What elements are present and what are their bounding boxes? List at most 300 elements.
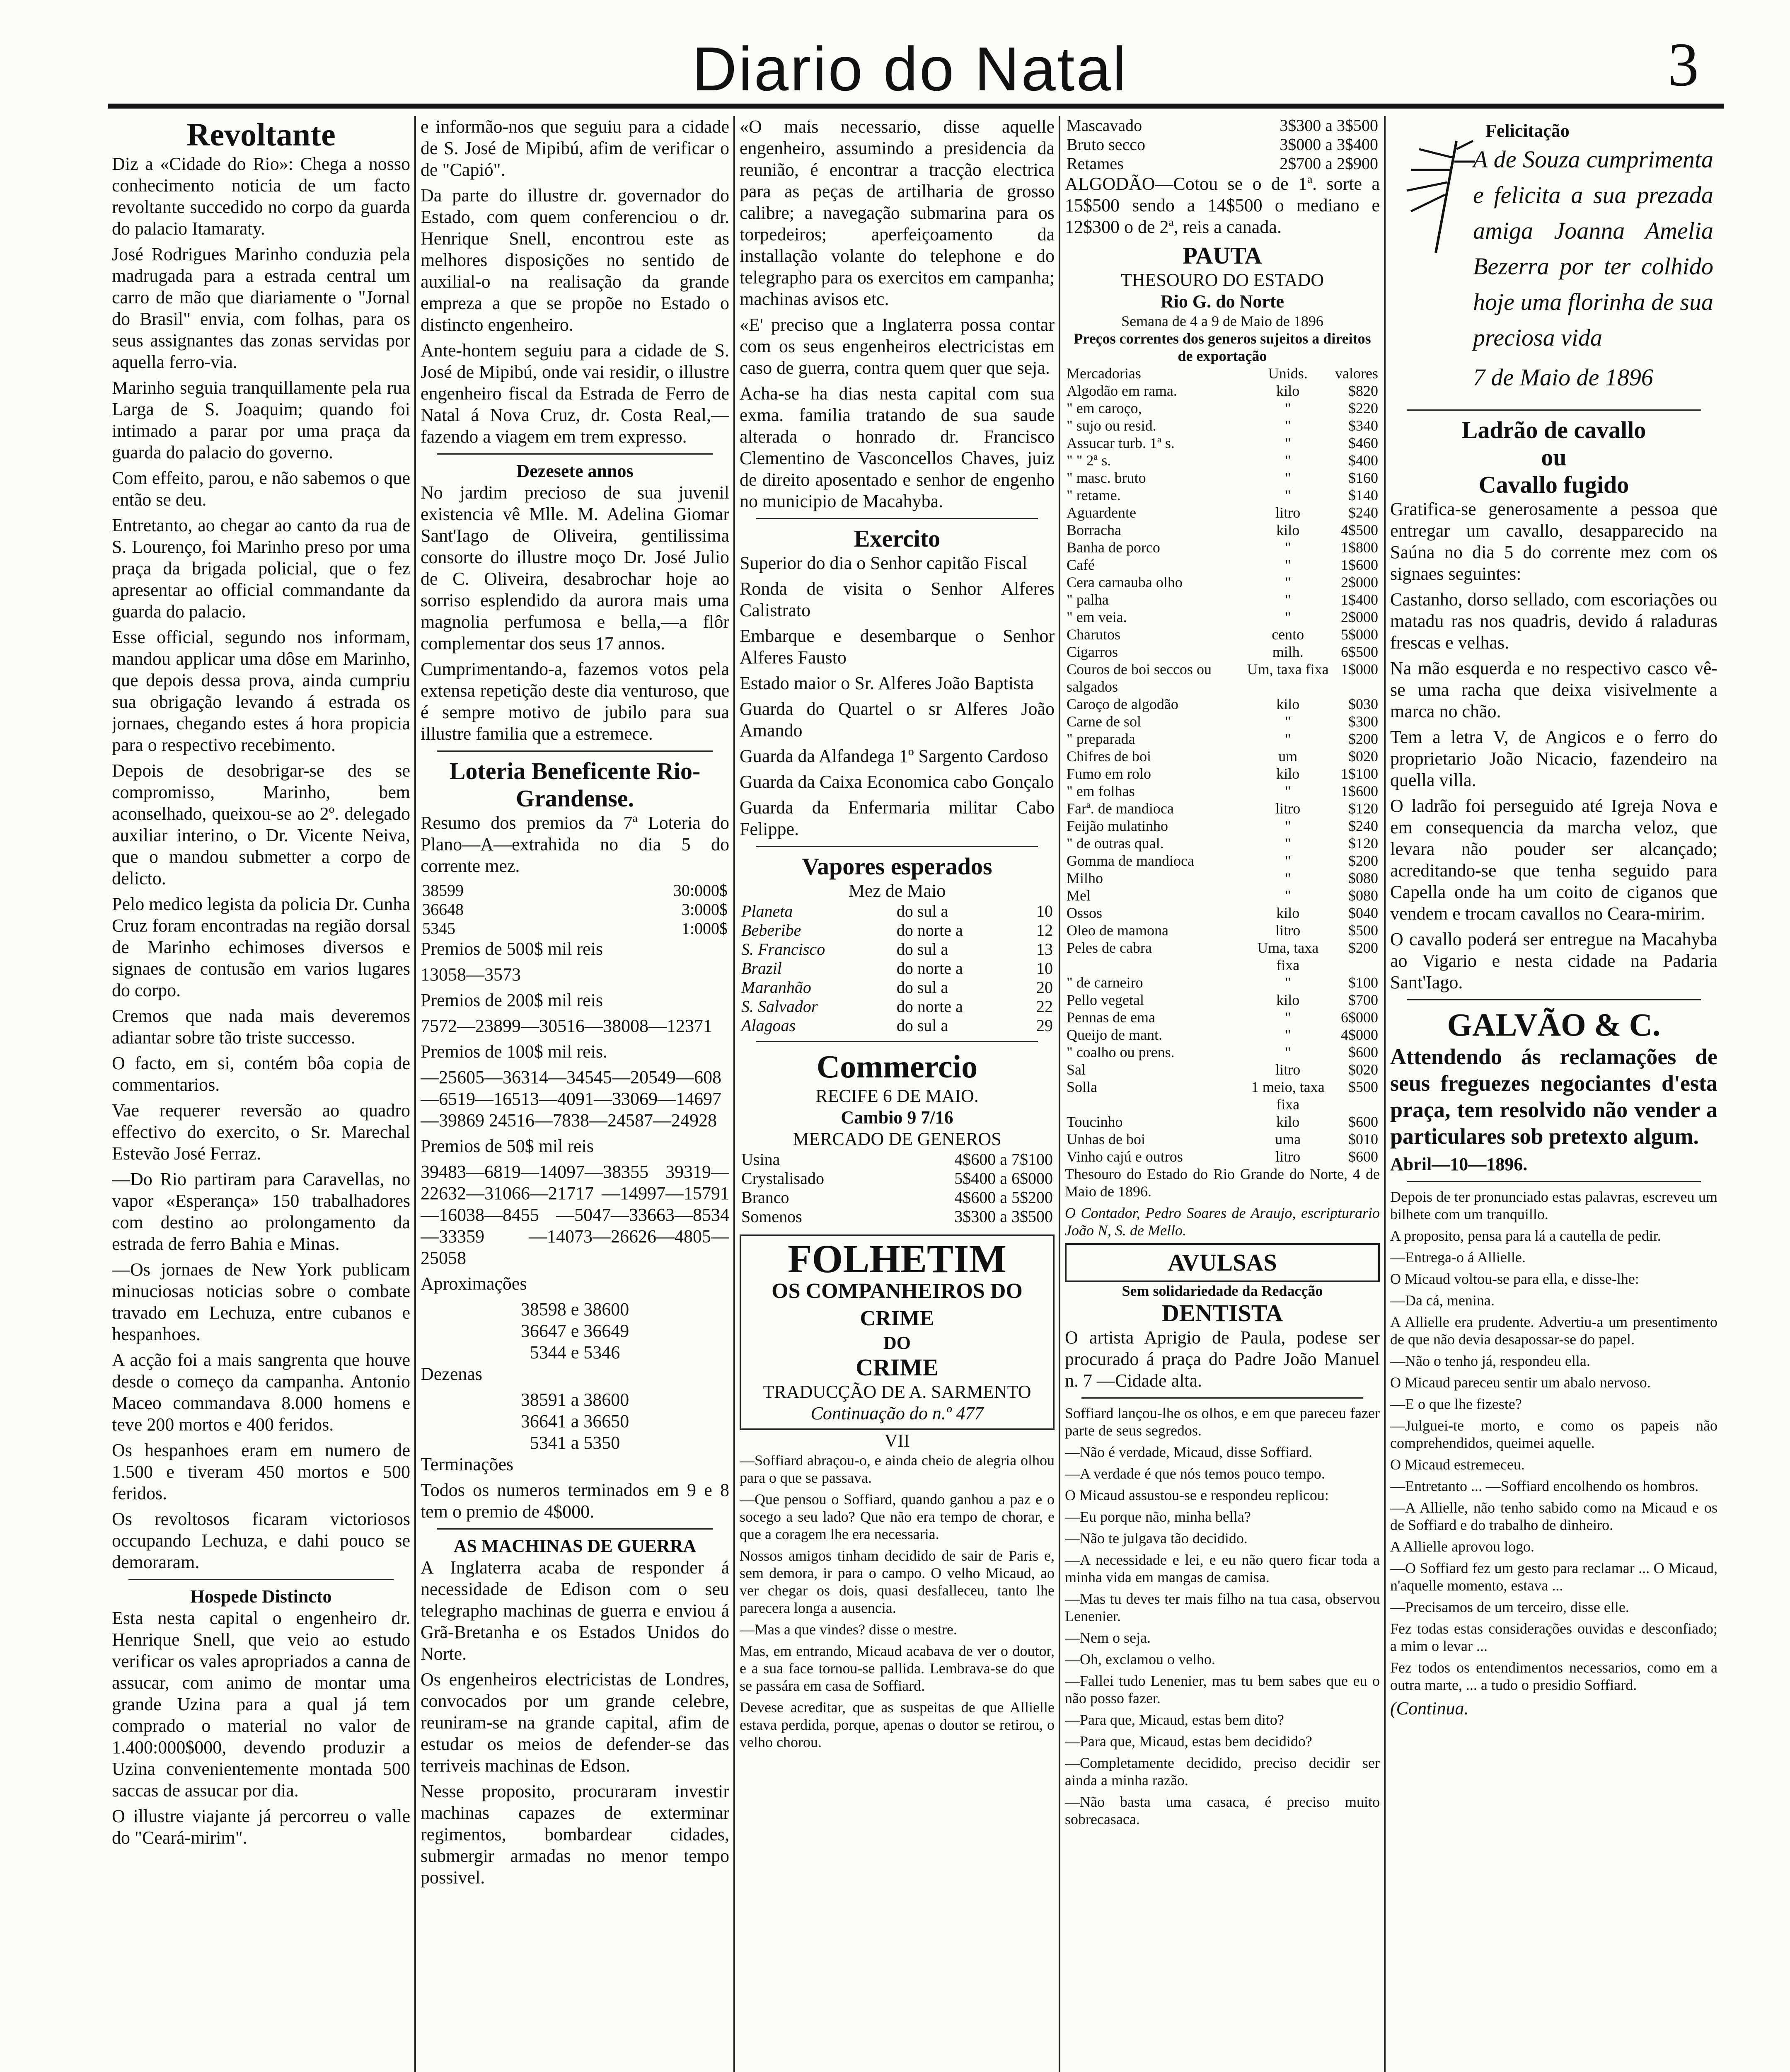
paragraph: —Do Rio partiram para Caravellas, no vapor «Esperança» 150 trabalhadores com destino ao prolongamento da estrada de ferro Bahia e Minas. — [112, 1169, 410, 1254]
paragraph: Guarda da Caixa Economica cabo Gonçalo — [740, 772, 1054, 792]
paragraph: Entretanto, ao chegar ao canto da rua de S. Lourenço, foi Marinho preso por uma praça da brigada policial, que o fez apresentar ao official commandante da guarda do palacio. — [112, 515, 410, 622]
table-row — [1065, 574, 1380, 591]
table-cell: $010 — [1348, 1131, 1378, 1147]
table-cell: 22 — [1036, 997, 1053, 1016]
column-5 — [1390, 116, 1717, 2072]
table-cell: $300 — [1348, 713, 1378, 730]
loteria-intro: Resumo dos premios da 7ª Loteria do Plano—A—extrahida no dia 5 do corrente mez. — [421, 813, 729, 876]
table-cell: " — [1284, 557, 1291, 573]
table-row — [421, 919, 729, 938]
paragraph: e informão-nos que seguiu para a cidade de S. José de Mipibú, afim de verificar o de "Capió". — [421, 116, 729, 180]
premios-100-list: —25605—36314—34545—20549—608—6519—16513—4091—33069—14697—39869 24516—7838—24587—24928 — [421, 1067, 721, 1130]
folhetim-continuacao: Continuação do n.º 477 — [810, 1403, 984, 1423]
table-cell: $020 — [1348, 748, 1378, 765]
table-row — [1065, 504, 1380, 521]
paragraph: Estado maior o Sr. Alferes João Baptista — [740, 673, 1034, 693]
divider — [756, 518, 1038, 519]
paragraph: Os engenheiros electricistas de Londres, convocados por um grande celebre, reuniram-se na grande capital, afim de estudar os meios de defender-se das terriveis machinas de Edson. — [421, 1669, 729, 1776]
paragraph: —Mas a que vindes? disse o mestre. — [740, 1621, 957, 1638]
column-divider — [1384, 116, 1386, 2072]
table-row — [1065, 382, 1380, 399]
table-header-cell: valores — [1335, 365, 1378, 382]
table-cell: 29 — [1036, 1016, 1053, 1035]
aproximacoes-label: Aproximações — [421, 1273, 527, 1294]
paragraph: 7 de Maio de 1896 — [1473, 364, 1653, 391]
table-cell: 38599 — [422, 881, 464, 900]
table-cell: " em caroço, — [1067, 400, 1142, 416]
table-cell: 36648 — [422, 900, 464, 919]
table-row — [1065, 643, 1380, 661]
divider — [756, 846, 1038, 847]
column-1 — [112, 116, 410, 2072]
table-row — [1065, 869, 1380, 887]
table-row — [1065, 748, 1380, 765]
paragraph: Castanho, dorso sellado, com escoriações ou matadu ras nos quadris, devido á raladuras frescas e velhas. — [1390, 589, 1717, 653]
paragraph: A Inglaterra acaba de responder á necessidade de Edison com o seu telegrapho machinas de guerra e enviou á Grã-Bretanha e os Estados Unidos do Norte. — [421, 1557, 729, 1664]
paragraph: —Que pensou o Soffiard, quando ganhou a paz e o socego a seu lado? Que não era tempo de chorar, e que a coragem lhe era necessaria. — [740, 1491, 1055, 1542]
paragraph: Guarda da Enfermaria militar Cabo Felippe. — [740, 797, 1055, 839]
top-rule — [108, 104, 1724, 109]
table-cell: Milho — [1067, 870, 1103, 886]
terminacoes-label: Terminações — [421, 1454, 514, 1474]
table-cell: " — [1284, 487, 1291, 503]
table-row — [1065, 1009, 1380, 1026]
paragraph: —Para que, Micaud, estas bem decidido? — [1065, 1733, 1312, 1750]
cambio: Cambio 9 7/16 — [841, 1107, 953, 1128]
folhetim-text-col3 — [740, 1452, 1055, 1751]
table-cell: " — [1284, 1026, 1291, 1043]
table-cell: $600 — [1348, 1044, 1378, 1060]
felicitacao-title: Felicitação — [1485, 121, 1570, 141]
table-cell: " — [1284, 818, 1291, 834]
table-cell: $500 — [1348, 1079, 1378, 1095]
paragraph: —Oh, exclamou o velho. — [1065, 1651, 1215, 1668]
page-number: 3 — [1668, 30, 1699, 99]
table-cell: $140 — [1348, 487, 1378, 503]
table-cell: Mel — [1067, 887, 1091, 904]
paragraph: Ronda de visita o Senhor Alferes Calistrato — [740, 579, 1055, 620]
paragraph: Embarque e desembarque o Senhor Alferes Fausto — [740, 626, 1055, 668]
table-cell: litro — [1275, 800, 1301, 817]
table-row — [1065, 695, 1380, 713]
table-cell: Peles de cabra — [1067, 939, 1152, 956]
galvao-title: GALVÃO & C. — [1447, 1007, 1661, 1043]
table-cell: " — [1284, 400, 1291, 416]
table-row — [1065, 991, 1380, 1009]
table-row — [1065, 939, 1380, 974]
table-cell: Bruto secco — [1067, 135, 1145, 154]
paragraph: Da parte do illustre dr. governador do Estado, com quem conferenciou o dr. Henrique Snell, encontrou este as melhores disposições no sentido de auxilial-o na realisação da grande empreza a que se propõe no Estado o distincto engenheiro. — [421, 185, 729, 335]
paragraph: Cremos que nada mais deveremos adiantar sobre tão triste successo. — [112, 1006, 410, 1048]
headline-hospede: Hospede Distincto — [190, 1586, 332, 1607]
table-cell: $200 — [1348, 852, 1378, 869]
paragraph: —Entretanto ... —Soffiard encolhendo os hombros. — [1390, 1478, 1699, 1494]
table-cell: $600 — [1348, 1148, 1378, 1165]
premios-200-label: Premios de 200$ mil reis — [421, 990, 603, 1010]
table-cell: S. Salvador — [741, 997, 818, 1016]
folhetim-title: FOLHETIM — [787, 1237, 1007, 1281]
table-row — [1065, 661, 1380, 695]
folhetim-work-title: OS COMPANHEIROS DO CRIME — [772, 1279, 1023, 1330]
column-divider — [733, 116, 735, 2072]
table-row — [1065, 887, 1380, 904]
table-cell: litro — [1275, 1148, 1301, 1165]
table-cell: $820 — [1348, 382, 1378, 399]
paragraph: Nossos amigos tinham decidido de sair de Paris e, sem demora, ir para o campo. O velho Micaud, ao ver chegar os dois, quasi desfalleceu, tanto lhe parecera longa a ausencia. — [740, 1547, 1055, 1616]
table-cell: 4$000 — [1341, 1026, 1378, 1043]
paragraph: Vae requerer reversão ao quadro effectivo do exercito, o Sr. Marechal Estevão José Ferraz. — [112, 1100, 410, 1164]
table-cell: " preparada — [1067, 731, 1135, 747]
table-cell: Pennas de ema — [1067, 1009, 1155, 1026]
paragraph: —Não te julgava tão decidido. — [1065, 1530, 1248, 1547]
table-cell: 12 — [1036, 921, 1053, 939]
ladrao-title: Ladrão de cavallo — [1461, 416, 1646, 443]
column-divider — [1059, 116, 1060, 2072]
table-cell: 4$500 — [1341, 522, 1378, 538]
table-cell: " retame. — [1067, 487, 1121, 503]
paragraph: —A verdade é que nós temos pouco tempo. — [1065, 1465, 1325, 1482]
list-item: 5341 a 5350 — [530, 1433, 620, 1453]
pauta-sub2: Rio G. do Norte — [1160, 291, 1284, 312]
paragraph: Pelo medico legista da policia Dr. Cunha Cruz foram encontradas na região dorsal de Marinho echimoses diversos e signaes de contusão em varios lugares do corpo. — [112, 894, 410, 1000]
table-cell: $030 — [1348, 696, 1378, 712]
table-cell: " em folhas — [1067, 783, 1135, 799]
table-cell: do sul a — [896, 940, 948, 959]
vapores-subtitle: Mez de Maio — [848, 881, 946, 901]
paragraph: Fez todos os entendimentos necessarios, como em a outra marte, ... a tudo o presidio Soffiard. — [1390, 1659, 1717, 1693]
table-cell: " — [1284, 609, 1291, 625]
article-maquinas — [421, 1557, 729, 1888]
table-cell: Mascavado — [1067, 116, 1142, 135]
folhetim-text-col5 — [1390, 1188, 1717, 1694]
table-row — [740, 940, 1055, 959]
table-cell: 1$800 — [1341, 539, 1378, 556]
headline-loteria: Loteria Beneficente Rio-Grandense. — [449, 758, 701, 812]
paragraph: —A necessidade e lei, e eu não quero ficar toda a minha vida em mangas de camisa. — [1065, 1552, 1380, 1585]
table-cell: Queijo de mant. — [1067, 1026, 1162, 1043]
paragraph: —Não o tenho já, respondeu ella. — [1390, 1353, 1590, 1369]
ladrao-ou: ou — [1541, 444, 1567, 471]
headline-vapores: Vapores esperados — [802, 853, 992, 880]
column-divider — [414, 116, 416, 2072]
paragraph: —Julguei-te morto, e como os papeis não comprehendidos, queimei aquelle. — [1390, 1417, 1717, 1451]
pauta-sub1: THESOURO DO ESTADO — [1120, 270, 1324, 290]
table-cell: 3$000 a 3$400 — [1280, 135, 1378, 154]
table-row — [740, 959, 1055, 978]
folhetim-text-col4 — [1065, 1404, 1380, 1828]
paragraph: Fez todas estas considerações ouvidas e desconfiado; a mim o levar ... — [1390, 1620, 1717, 1654]
premios-500-label: Premios de 500$ mil reis — [421, 939, 603, 959]
table-cell: 4$600 a 5$200 — [954, 1188, 1053, 1207]
table-row — [1065, 1130, 1380, 1148]
table-cell: kilo — [1276, 382, 1300, 399]
table-cell: Somenos — [741, 1207, 802, 1226]
table-cell: 2$700 a 2$900 — [1280, 154, 1378, 173]
table-cell: $600 — [1348, 1113, 1378, 1130]
article-dezesete — [421, 482, 729, 745]
table-cell: Uma, taxa fixa — [1257, 939, 1319, 973]
paragraph: A de Souza cumprimenta e felicita a sua prezada amiga Joanna Amelia Bezerra por ter colhido hoje uma florinha de sua preciosa vida — [1473, 146, 1713, 351]
table-cell: 1$600 — [1341, 557, 1378, 573]
table-row — [1065, 626, 1380, 643]
palm-branch-icon — [1394, 133, 1477, 257]
paragraph: Os revoltosos ficaram victoriosos occupando Lechuza, e dahi pouco se demoraram. — [112, 1509, 410, 1572]
table-cell: S. Francisco — [741, 940, 825, 959]
headline-dezesete: Dezesete annos — [516, 461, 634, 481]
paragraph: Guarda do Quartel o sr Alferes João Amando — [740, 699, 1055, 741]
table-cell: " — [1284, 417, 1291, 434]
pauta-period: Semana de 4 a 9 de Maio de 1896 — [1121, 313, 1323, 329]
paragraph: Guarda da Alfandega 1º Sargento Cardoso — [740, 746, 1048, 766]
table-cell: Brazil — [741, 959, 782, 978]
table-row — [1065, 469, 1380, 487]
assucar-prices-table — [1065, 116, 1380, 173]
table-row — [1065, 730, 1380, 748]
galvao-date: Abril—10—1896. — [1390, 1154, 1528, 1174]
table-cell: " em veia. — [1067, 609, 1127, 625]
column-3 — [740, 116, 1055, 2072]
table-cell: 3:000$ — [681, 900, 728, 919]
table-cell: Fumo em rolo — [1067, 765, 1151, 782]
mercado-generos: MERCADO DE GENEROS — [793, 1129, 1001, 1149]
table-cell: " — [1284, 591, 1291, 608]
paragraph: —A Allielle, não tenho sabido como na Micaud e os de Soffiard e do trabalho de dinheiro. — [1390, 1499, 1717, 1533]
table-row — [1065, 1026, 1380, 1043]
table-cell: litro — [1275, 504, 1301, 521]
table-row — [1065, 399, 1380, 417]
folhetim-do: DO — [883, 1333, 911, 1353]
divider — [437, 453, 713, 455]
table-row — [740, 1188, 1055, 1207]
paragraph: —Eu porque não, minha bella? — [1065, 1508, 1251, 1525]
paragraph: —Mas tu deves ter mais filho na tua casa, observou Lenenier. — [1065, 1590, 1380, 1624]
table-row — [1065, 904, 1380, 922]
table-cell: Cera carnauba olho — [1067, 574, 1183, 591]
table-cell: " — [1284, 1009, 1291, 1026]
paragraph: O facto, em si, contém bôa copia de commentarios. — [112, 1053, 410, 1095]
table-cell: Pello vegetal — [1067, 992, 1144, 1008]
table-cell: $120 — [1348, 835, 1378, 852]
table-cell: milh. — [1272, 644, 1304, 660]
table-cell: kilo — [1276, 1113, 1300, 1130]
table-cell: " — [1284, 783, 1291, 799]
table-cell: kilo — [1276, 765, 1300, 782]
table-cell: Planeta — [741, 902, 793, 920]
table-cell: 2$000 — [1341, 609, 1378, 625]
paragraph: Cumprimentando-a, fazemos votos pela extensa repetição deste dia venturoso, que é sempre motivo de jubilo para sua illustre familia que a estremece. — [421, 659, 729, 744]
table-cell: 1$600 — [1341, 783, 1378, 799]
table-cell: kilo — [1276, 992, 1300, 1008]
table-cell: " masc. bruto — [1067, 470, 1146, 486]
folhetim-traducao: TRADUCÇÃO DE A. SARMENTO — [763, 1382, 1031, 1402]
paragraph: No jardim precioso de sua juvenil existencia vê Mlle. M. Adelina Giomar Sant'Iago de Oliveira, gentilissima consorte do illustre moço Dr. José Julio de C. Oliveira, desabrochar hoje ao sorriso esplendido da aurora mais uma magnolia perfumosa e bella,—a flôr complementar dos seus 17 annos. — [421, 482, 729, 654]
column-2 — [421, 116, 729, 2072]
premios-200-list: 7572—23899—30516—38008—12371 — [421, 1016, 712, 1036]
headline-exercito: Exercito — [854, 525, 941, 552]
table-cell: Couros de boi seccos ou salgados — [1067, 661, 1212, 695]
paragraph: Diz a «Cidade do Rio»: Chega a nosso conhecimento noticia de um facto revoltante succedido no corpo da guarda do palacio Itamaraty. — [112, 154, 410, 239]
paragraph: Com effeito, parou, e não sabemos o que então se deu. — [112, 468, 410, 510]
folhetim-chapter: VII — [884, 1431, 910, 1451]
table-cell: Algodão em rama. — [1067, 382, 1177, 399]
paragraph: Soffiard lançou-lhe os olhos, e em que pareceu fazer parte de seus segredos. — [1065, 1405, 1380, 1439]
article-continuation — [421, 116, 729, 448]
table-cell: Toucinho — [1067, 1113, 1123, 1130]
table-cell: 30:000$ — [673, 881, 728, 900]
paragraph: Tem a letra V, de Angicos e o ferro do proprietario João Nicacio, fazendeiro na quella villa. — [1390, 727, 1717, 790]
table-cell: $400 — [1348, 452, 1378, 469]
table-cell: um — [1278, 748, 1298, 765]
table-cell: " — [1284, 713, 1291, 730]
table-cell: do norte a — [896, 959, 963, 978]
divider — [437, 1528, 713, 1530]
table-row — [740, 978, 1055, 997]
table-row — [1065, 1078, 1380, 1113]
table-cell: $080 — [1348, 887, 1378, 904]
table-cell: 10 — [1036, 959, 1053, 978]
table-cell: " — [1284, 731, 1291, 747]
table-cell: Crystalisado — [741, 1169, 824, 1188]
table-cell: $040 — [1348, 905, 1378, 921]
divider — [756, 1041, 1038, 1042]
table-cell: " — [1284, 574, 1291, 591]
list-item: 5344 e 5346 — [530, 1342, 620, 1363]
table-cell: Branco — [741, 1188, 789, 1207]
paragraph: O cavallo poderá ser entregue na Macahyba ao Vigario e nesta cidade na Padaria Sant'Iago. — [1390, 929, 1717, 992]
commercio-place: RECIFE 6 DE MAIO. — [815, 1086, 979, 1106]
table-cell: Café — [1067, 557, 1095, 573]
table-cell: do norte a — [896, 921, 963, 939]
pauta-title: PAUTA — [1183, 242, 1262, 269]
table-row — [1065, 817, 1380, 835]
divider — [437, 750, 713, 752]
table-cell: litro — [1275, 1061, 1301, 1078]
table-cell: $160 — [1348, 470, 1378, 486]
table-row — [1065, 765, 1380, 782]
table-header-cell: Mercadorias — [1067, 365, 1141, 382]
folhetim-header — [740, 1234, 1055, 1430]
table-cell: kilo — [1276, 522, 1300, 538]
table-row — [740, 1150, 1055, 1169]
table-row — [421, 900, 729, 919]
paragraph: «E' preciso que a Inglaterra possa contar com os seus engenheiros electricistas em caso de guerra, contra quem quer que seja. — [740, 315, 1055, 378]
table-cell: " — [1284, 852, 1291, 869]
table-cell: Banha de porco — [1067, 539, 1160, 556]
table-cell: $120 — [1348, 800, 1378, 817]
table-row — [1065, 154, 1380, 173]
table-cell: 1$400 — [1341, 591, 1378, 608]
table-cell: " — [1284, 452, 1291, 469]
premios-50-label: Premios de 50$ mil reis — [421, 1136, 594, 1156]
table-cell: Um, taxa fixa — [1247, 661, 1329, 678]
paragraph: —Soffiard abraçou-o, e ainda cheio de alegria olhou para o que se passava. — [740, 1452, 1055, 1486]
table-row — [1065, 487, 1380, 504]
table-cell: " — [1284, 887, 1291, 904]
table-cell: litro — [1275, 922, 1301, 939]
folhetim-crime: CRIME — [856, 1354, 939, 1381]
table-row — [740, 997, 1055, 1016]
table-cell: Maranhão — [741, 978, 811, 997]
table-cell: $020 — [1348, 1061, 1378, 1078]
table-cell: 1:000$ — [681, 919, 728, 938]
table-row — [1065, 556, 1380, 574]
cavallo-fugido-title: Cavallo fugido — [1478, 471, 1629, 498]
divider — [1407, 1181, 1701, 1182]
premios-500-list: 13058—3573 — [421, 964, 521, 985]
table-row — [1065, 1043, 1380, 1061]
table-cell: " palha — [1067, 591, 1109, 608]
table-cell: 3$300 a 3$500 — [1280, 116, 1378, 135]
paragraph: —Precisamos de um terceiro, disse elle. — [1390, 1599, 1629, 1615]
paragraph: O illustre viajante já percorreu o valle do "Ceará-mirim". — [112, 1806, 410, 1848]
pauta-footer1: Thesouro do Estado do Rio Grande do Norte, 4 de Maio de 1896. — [1065, 1166, 1380, 1200]
paragraph: Os hespanhoes eram em numero de 1.500 e tiveram 450 mortos e 500 feridos. — [112, 1440, 410, 1503]
article-hospede — [112, 1607, 410, 1849]
headline-revoltante: Revoltante — [186, 116, 336, 152]
table-cell: " — [1284, 1044, 1291, 1060]
paragraph: A proposito, pensa para lá a cautella de pedir. — [1390, 1227, 1661, 1244]
table-row — [740, 1016, 1055, 1035]
paragraph: —O Soffiard fez um gesto para reclamar ... O Micaud, n'aquelle momento, estava ... — [1390, 1560, 1717, 1594]
table-cell: " sujo ou resid. — [1067, 417, 1156, 434]
paragraph: —Entrega-o á Allielle. — [1390, 1249, 1526, 1266]
aproximacoes-list — [421, 1299, 729, 1363]
table-row — [1065, 434, 1380, 452]
dezenas-label: Dezenas — [421, 1364, 483, 1384]
table-cell: Chifres de boi — [1067, 748, 1151, 765]
table-cell: Caroço de algodão — [1067, 696, 1178, 712]
paragraph: O Micaud estremeceu. — [1390, 1456, 1525, 1473]
table-cell: Aguardente — [1067, 504, 1136, 521]
table-cell: 20 — [1036, 978, 1053, 997]
divider — [1407, 409, 1701, 411]
dentista-title: DENTISTA — [1161, 1300, 1283, 1326]
table-cell: 5345 — [422, 919, 455, 938]
paragraph: O Micaud voltou-se para ella, e disse-lhe: — [1390, 1271, 1639, 1287]
table-cell: $200 — [1348, 731, 1378, 747]
pauta-header: Preços correntes dos generos sujeitos a direitos de exportação — [1074, 330, 1371, 364]
table-cell: kilo — [1276, 905, 1300, 921]
table-cell: Unhas de boi — [1067, 1131, 1145, 1147]
table-cell: Beberibe — [741, 921, 801, 939]
paragraph: Marinho seguia tranquillamente pela rua Larga de S. Joaquim; quando foi intimado a parar por uma praça da guarda do palacio do governo. — [112, 378, 410, 462]
table-row — [1065, 922, 1380, 939]
paragraph: —E o que lhe fizeste? — [1390, 1396, 1522, 1412]
table-row — [1065, 608, 1380, 626]
table-cell: $240 — [1348, 818, 1378, 834]
paragraph: —Não é verdade, Micaud, disse Soffiard. — [1065, 1444, 1313, 1460]
exercito-list — [740, 552, 1055, 840]
table-cell: $100 — [1348, 974, 1378, 991]
paragraph: A Allielle era prudente. Advertiu-a um presentimento de que não devia desapossar-se do papel. — [1390, 1314, 1717, 1348]
list-item: 38598 e 38600 — [520, 1299, 629, 1319]
table-cell: 5$400 a 6$000 — [954, 1169, 1053, 1188]
table-cell: $200 — [1348, 939, 1378, 956]
table-cell: " — [1284, 870, 1291, 886]
pauta-table — [1065, 365, 1380, 1165]
table-cell: $460 — [1348, 435, 1378, 451]
table-cell: " — [1284, 435, 1291, 451]
paragraph: A acção foi a mais sangrenta que houve desde o começo da campanha. Antonio Maceo commandava 8.000 homens e teve 200 mortos e 400 feridos. — [112, 1350, 410, 1435]
table-row — [1065, 782, 1380, 800]
table-cell: Charutos — [1067, 626, 1120, 643]
paragraph: Mas, em entrando, Micaud acabava de ver o doutor, e a sua face tornou-se pallida. Lembrava-se do que se passára em casa de Soffiard. — [740, 1643, 1055, 1694]
table-cell: " coalho ou prens. — [1067, 1044, 1175, 1060]
paragraph: Ante-hontem seguiu para a cidade de S. José de Mipibú, onde vai residir, o illustre engenheiro fiscal da Estrada de Ferro de Natal á Nova Cruz, dr. Costa Real,—fazendo a viagem em trem expresso. — [421, 340, 729, 447]
table-row — [1065, 1148, 1380, 1165]
paragraph: Depois de ter pronunciado estas palavras, escreveu um bilhete com um tranquillo. — [1390, 1188, 1717, 1222]
table-cell: Feijão mulatinho — [1067, 818, 1168, 834]
